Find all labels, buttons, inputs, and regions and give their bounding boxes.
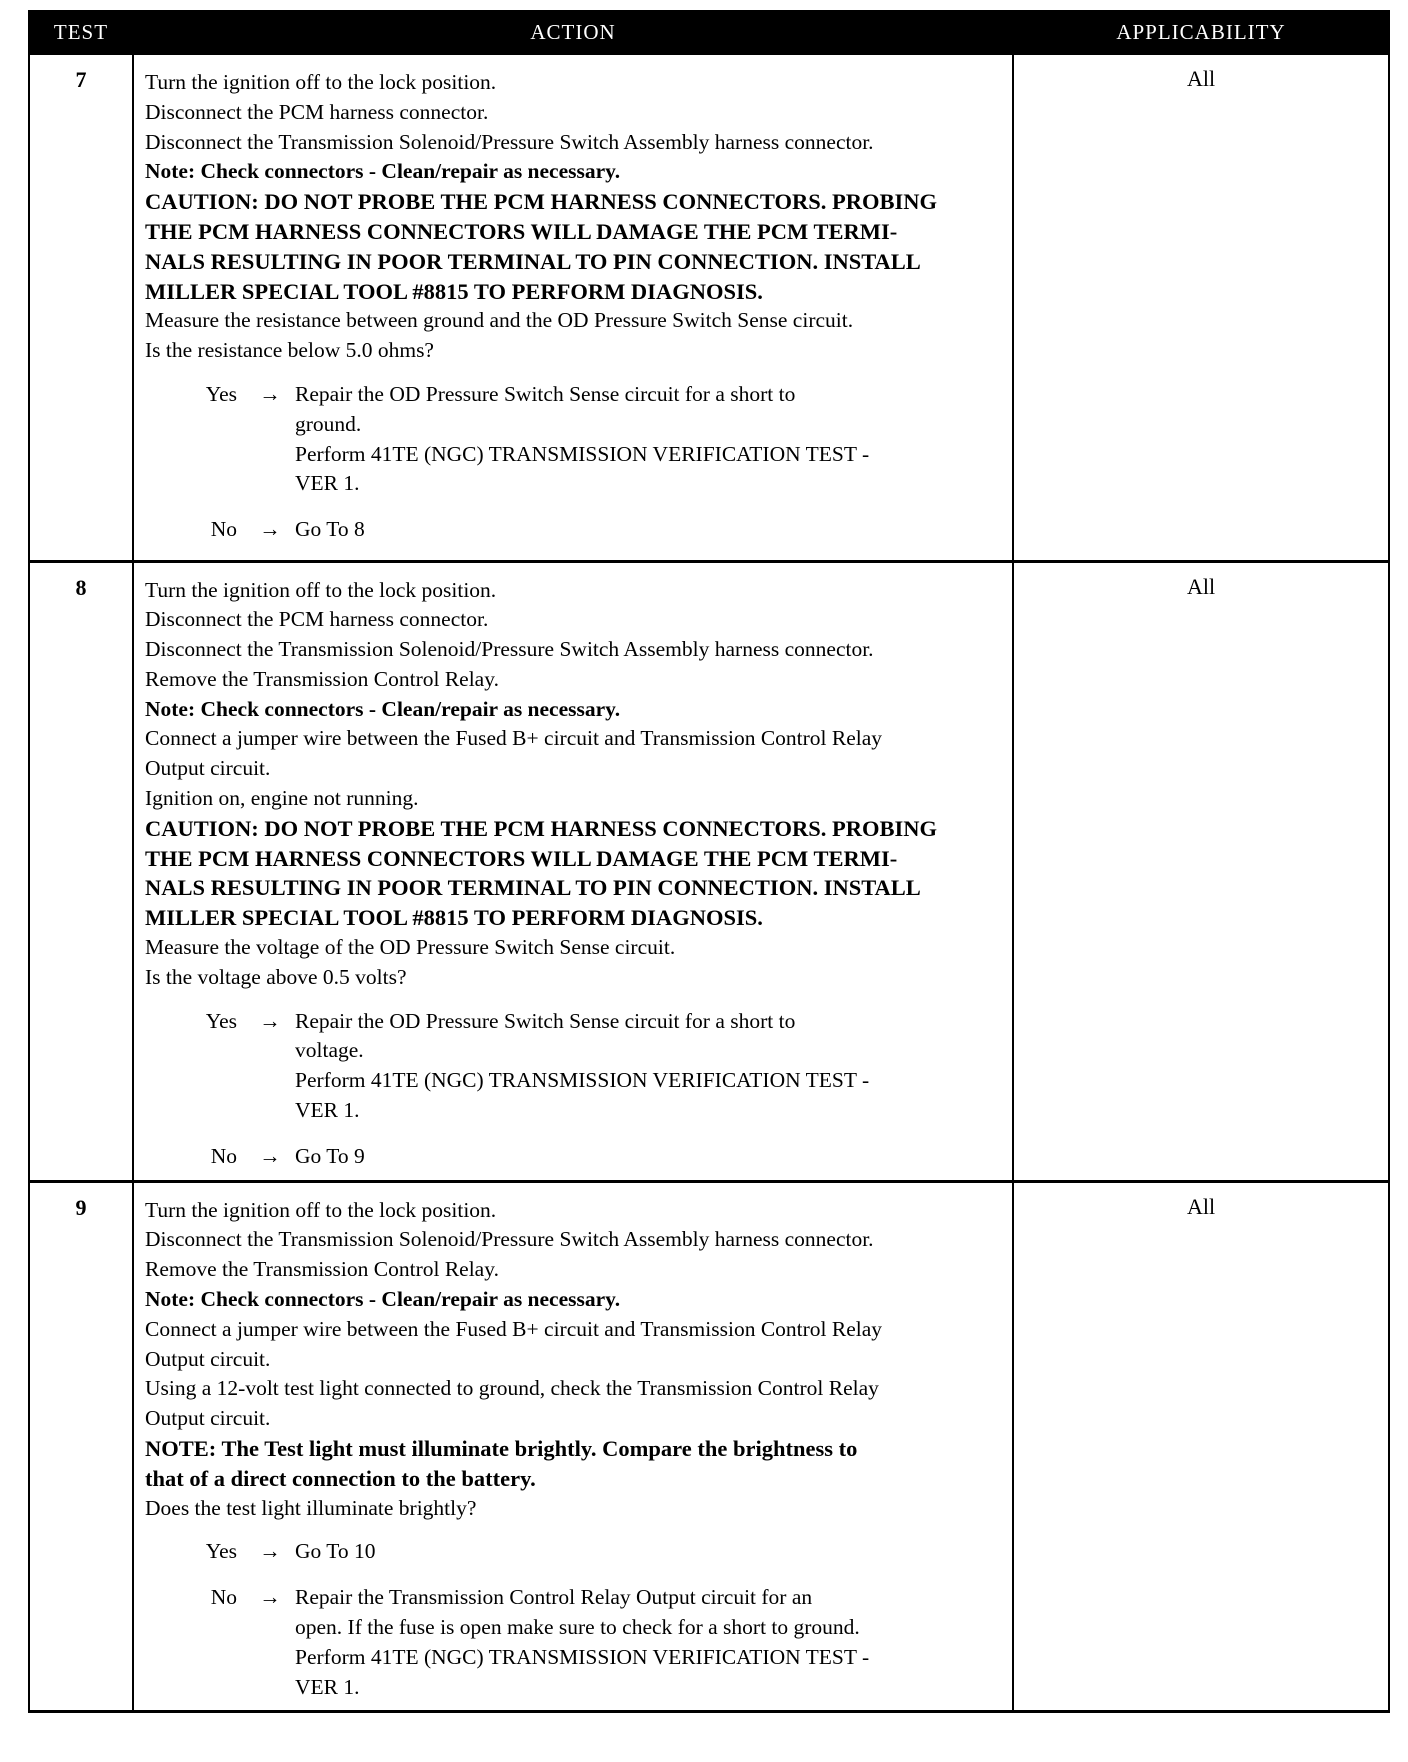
note-text: Note: Check connectors - Clean/repair as necessary.: [145, 159, 621, 184]
result-line: Go To 10: [295, 1539, 376, 1564]
result-line: VER 1.: [295, 471, 360, 496]
spacer: [145, 1523, 1004, 1537]
result-line: VER 1.: [295, 1098, 360, 1123]
diagnostic-page: [28, 10, 1388, 1713]
result-line: Go To 8: [295, 517, 365, 542]
action-step: Disconnect the Transmission Solenoid/Pressure Switch Assembly harness connector.: [145, 129, 874, 154]
action-question: Is the voltage above 0.5 volts?: [145, 964, 407, 989]
arrow-icon: →: [259, 1539, 281, 1564]
arrow-icon: →: [259, 1143, 281, 1168]
applicability-value: All: [1013, 561, 1389, 1181]
result-line: Perform 41TE (NGC) TRANSMISSION VERIFICATION TEST -: [295, 1644, 870, 1669]
spacer: [145, 1126, 1004, 1142]
caution-line: THE PCM HARNESS CONNECTORS WILL DAMAGE THE PCM TERMI-: [145, 845, 898, 871]
result-line: Repair the Transmission Control Relay Output circuit for an: [295, 1585, 813, 1610]
table-header-row: [29, 11, 1389, 54]
spacer: [145, 1567, 1004, 1583]
no-result: [295, 515, 1004, 545]
action-step: Disconnect the Transmission Solenoid/Pressure Switch Assembly harness connector.: [145, 637, 874, 662]
yes-branch: [145, 380, 1004, 499]
result-line: voltage.: [295, 1038, 364, 1063]
spacer: [145, 993, 1004, 1007]
action-step: Disconnect the Transmission Solenoid/Pressure Switch Assembly harness connector.: [145, 1227, 874, 1252]
header-test: TEST: [29, 11, 133, 54]
no-result: [295, 1142, 1004, 1172]
caution-line: NOTE: The Test light must illuminate brightly. Compare the brightness to: [145, 1436, 858, 1462]
caution-line: CAUTION: DO NOT PROBE THE PCM HARNESS CONNECTORS. PROBING: [145, 815, 937, 841]
yes-result: [295, 1007, 1004, 1126]
caution-line: CAUTION: DO NOT PROBE THE PCM HARNESS CONNECTORS. PROBING: [145, 189, 937, 215]
action-step: Ignition on, engine not running.: [145, 786, 419, 811]
note-text: Note: Check connectors - Clean/repair as necessary.: [145, 696, 621, 721]
test-number: 8: [29, 561, 133, 1181]
result-line: VER 1.: [295, 1674, 360, 1699]
yes-label: Yes: [205, 1008, 237, 1033]
caution-line: that of a direct connection to the battery.: [145, 1465, 536, 1491]
test-number: 9: [29, 1181, 133, 1712]
caution-line: NALS RESULTING IN POOR TERMINAL TO PIN CONNECTION. INSTALL: [145, 875, 921, 901]
diagnostic-table: [28, 10, 1390, 1713]
action-step: Connect a jumper wire between the Fused B+ circuit and Transmission Control Relay: [145, 726, 883, 751]
no-result: [295, 1583, 1004, 1702]
yes-label: Yes: [205, 381, 237, 406]
no-branch: [145, 1583, 1004, 1702]
yes-branch: [145, 1007, 1004, 1126]
header-applicability: APPLICABILITY: [1013, 11, 1389, 54]
no-label: No: [210, 1585, 237, 1610]
action-cell: [133, 561, 1013, 1181]
yes-result: [295, 380, 1004, 499]
table-body: [29, 54, 1389, 1712]
yes-label: Yes: [205, 1539, 237, 1564]
applicability-value: All: [1013, 54, 1389, 561]
result-line: Repair the OD Pressure Switch Sense circuit for a short to: [295, 1008, 796, 1033]
no-label: No: [210, 1143, 237, 1168]
action-step: Output circuit.: [145, 1406, 271, 1431]
spacer: [145, 366, 1004, 380]
no-branch: [145, 515, 1004, 545]
caution-line: MILLER SPECIAL TOOL #8815 TO PERFORM DIAGNOSIS.: [145, 278, 763, 304]
action-question: Is the resistance below 5.0 ohms?: [145, 338, 434, 363]
test-row: [29, 54, 1389, 561]
caution-line: NALS RESULTING IN POOR TERMINAL TO PIN CONNECTION. INSTALL: [145, 248, 921, 274]
action-question: Does the test light illuminate brightly?: [145, 1495, 477, 1520]
result-line: ground.: [295, 411, 362, 436]
arrow-icon: →: [259, 381, 281, 406]
yes-result: [295, 1537, 1004, 1567]
action-question: Measure the resistance between ground and the OD Pressure Switch Sense circuit.: [145, 308, 854, 333]
test-row: [29, 1181, 1389, 1712]
action-question: Measure the voltage of the OD Pressure Switch Sense circuit.: [145, 935, 676, 960]
action-cell: [133, 1181, 1013, 1712]
action-step: Turn the ignition off to the lock position.: [145, 1197, 497, 1222]
applicability-value: All: [1013, 1181, 1389, 1712]
test-row: [29, 561, 1389, 1181]
arrow-icon: →: [259, 1008, 281, 1033]
action-step: Disconnect the PCM harness connector.: [145, 607, 489, 632]
header-action: ACTION: [133, 11, 1013, 54]
action-step: Output circuit.: [145, 756, 271, 781]
arrow-icon: →: [259, 1585, 281, 1610]
caution-line: MILLER SPECIAL TOOL #8815 TO PERFORM DIAGNOSIS.: [145, 905, 763, 931]
result-line: open. If the fuse is open make sure to check for a short to ground.: [295, 1615, 860, 1639]
arrow-icon: →: [259, 517, 281, 542]
note-text: Note: Check connectors - Clean/repair as necessary.: [145, 1287, 621, 1312]
result-line: Perform 41TE (NGC) TRANSMISSION VERIFICATION TEST -: [295, 441, 870, 466]
result-line: Perform 41TE (NGC) TRANSMISSION VERIFICATION TEST -: [295, 1068, 870, 1093]
action-step: Using a 12-volt test light connected to ground, check the Transmission Control Relay: [145, 1376, 879, 1401]
result-line: Go To 9: [295, 1143, 365, 1168]
yes-branch: [145, 1537, 1004, 1567]
action-step: Output circuit.: [145, 1346, 271, 1371]
action-step: Connect a jumper wire between the Fused B+ circuit and Transmission Control Relay: [145, 1316, 883, 1341]
action-step: Disconnect the PCM harness connector.: [145, 99, 489, 124]
action-step: Turn the ignition off to the lock position.: [145, 577, 497, 602]
action-step: Turn the ignition off to the lock position.: [145, 70, 497, 94]
test-number: 7: [29, 54, 133, 561]
caution-line: THE PCM HARNESS CONNECTORS WILL DAMAGE THE PCM TERMI-: [145, 218, 898, 244]
action-step: Remove the Transmission Control Relay.: [145, 1257, 499, 1282]
result-line: Repair the OD Pressure Switch Sense circuit for a short to: [295, 381, 796, 406]
no-label: No: [210, 517, 237, 542]
no-branch: [145, 1142, 1004, 1172]
action-cell: [133, 54, 1013, 561]
spacer: [145, 499, 1004, 515]
action-step: Remove the Transmission Control Relay.: [145, 666, 499, 691]
